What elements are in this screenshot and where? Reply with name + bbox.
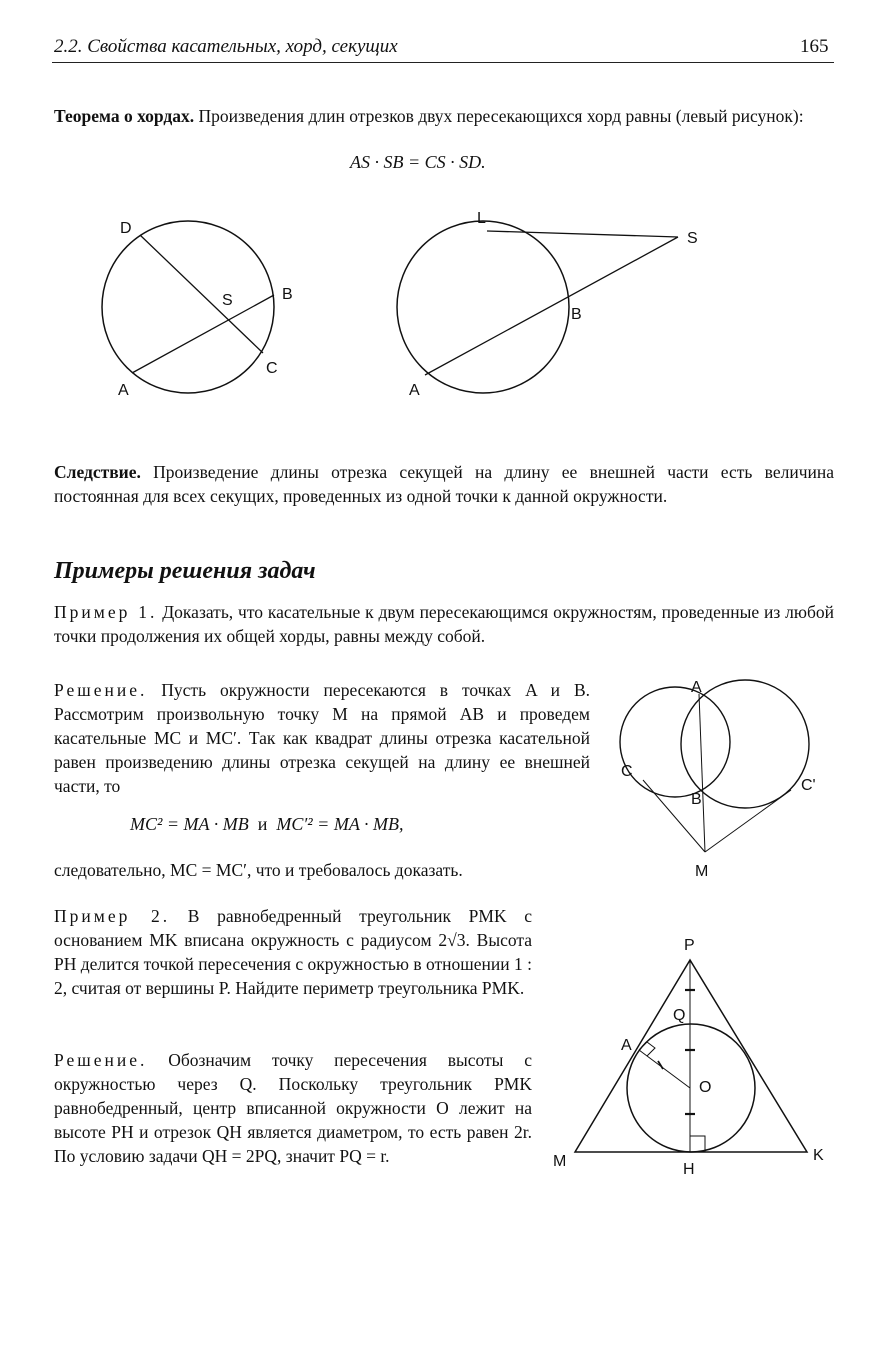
example2-text: В равнобедренный треугольник PMK с основанием MK вписана окружность с радиусом 2√3. Высота PH делится точкой пересечения с окружностью в отношении 1 : 2, считая от вершины P. Найдите периметр треугольника PMK. — [54, 906, 532, 998]
label-b3: B — [691, 791, 702, 808]
figure-intersecting-chords — [100, 205, 300, 405]
label-h4: H — [683, 1161, 695, 1178]
solution1-formula — [130, 814, 403, 835]
solution1-conclusion: следовательно, MC = MC′, что и требовалось доказать. — [54, 860, 463, 880]
examples-heading: Примеры решения задач — [54, 558, 316, 584]
common-chord — [699, 694, 705, 852]
solution2-paragraph — [54, 1048, 532, 1168]
theorem-title: Теорема о хордах. — [54, 106, 195, 126]
formula-and: и — [257, 814, 268, 834]
figure-tangent-secant — [395, 205, 715, 405]
label-q4: Q — [673, 1007, 686, 1024]
secant-circle — [397, 221, 569, 393]
example1-label: Пример 1. — [54, 602, 158, 622]
theorem-paragraph — [54, 104, 834, 128]
corollary-title: Следствие. — [54, 462, 141, 482]
label-d: D — [120, 220, 132, 237]
solution1-label: Решение. — [54, 680, 148, 700]
tangent-ls — [487, 231, 678, 237]
corollary-paragraph — [54, 460, 834, 508]
right-angle-a — [639, 1042, 655, 1056]
left-circle — [620, 687, 730, 797]
label-c: C — [266, 360, 278, 377]
right-angle-h — [690, 1136, 705, 1152]
label-c3: C — [621, 763, 633, 780]
label-c-prime3: C' — [801, 777, 816, 794]
theorem-text: Произведения длин отрезков двух пересекающихся хорд равны (левый рисунок): — [194, 106, 804, 126]
label-m4: M — [553, 1153, 567, 1170]
formula-right: MC′² = MA · MB, — [276, 814, 404, 834]
triangle-pmk — [575, 960, 807, 1152]
theorem-formula: AS · SB = CS · SD. — [350, 152, 486, 172]
running-header-section: 2.2. Свойства касательных, хорд, секущих — [54, 36, 398, 57]
tangent-mc-prime — [705, 790, 791, 852]
label-m3: M — [695, 863, 709, 880]
corollary-text: Произведение длины отрезка секущей на длину ее внешней части есть величина постоянная для всех секущих, проведенных из одной точки к данной окружности. — [54, 462, 834, 506]
label-a4: A — [621, 1037, 632, 1054]
label-a2: A — [409, 382, 420, 399]
figure-inscribed-circle — [545, 930, 835, 1180]
label-l: L — [477, 210, 486, 227]
right-circle — [681, 680, 809, 808]
label-b: B — [282, 286, 293, 303]
solution2-label: Решение. — [54, 1050, 148, 1070]
solution1-paragraph — [54, 678, 590, 798]
example1-text: Доказать, что касательные к двум пересекающимся окружностям, проведенные из любой точки продолжения их общей хорды, равны между собой. — [54, 602, 834, 646]
label-p4: P — [684, 937, 695, 954]
chord-ab — [132, 295, 274, 373]
header-rule — [52, 62, 834, 63]
label-k4: K — [813, 1147, 824, 1164]
figure-two-circles — [615, 672, 835, 882]
example1-paragraph — [54, 600, 834, 648]
example2-paragraph — [54, 904, 532, 1000]
label-b2: B — [571, 306, 582, 323]
solution1-text: Пусть окружности пересекаются в точках A и B. Рассмотрим произвольную точку M на прямой AB и проведем касательные MC и MC′. Так как квадрат длины отрезка касательной равен произведению длины отрезка секущей на длину ее внешней части, то — [54, 680, 590, 796]
example2-label: Пример 2. — [54, 906, 171, 926]
label-o4: O — [699, 1079, 712, 1096]
label-s2: S — [687, 230, 698, 247]
label-s: S — [222, 292, 233, 309]
radius-oa — [639, 1050, 690, 1088]
formula-left: MC² = MA · MB — [130, 814, 249, 834]
page-number: 165 — [800, 36, 829, 57]
label-a: A — [118, 382, 129, 399]
secant-as — [425, 237, 678, 375]
solution2-text: Обозначим точку пересечения высоты с окружностью через Q. Поскольку треугольник PMK равнобедренный, центр вписанной окружности O лежит на высоте PH и отрезок QH является диаметром, то есть равен 2r. По условию задачи QH = 2PQ, значит PQ = r. — [54, 1050, 532, 1166]
chord-circle — [102, 221, 274, 393]
label-a3: A — [691, 679, 702, 696]
